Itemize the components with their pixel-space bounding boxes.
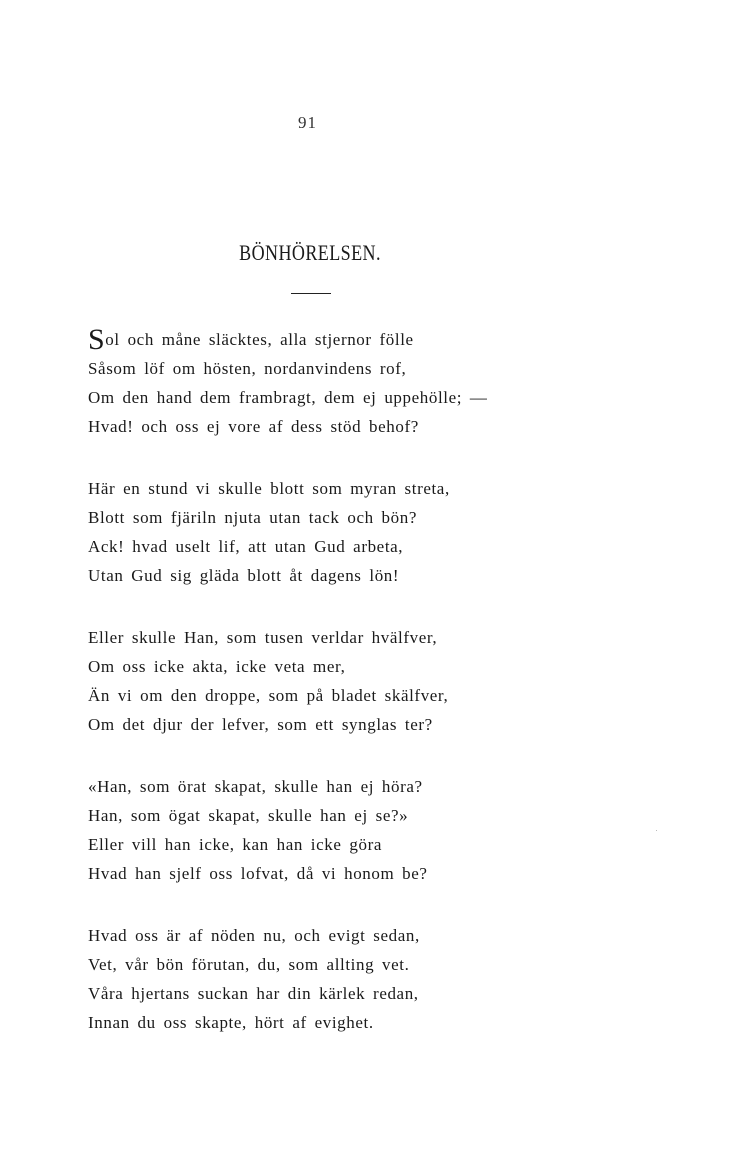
poem-line: Här en stund vi skulle blott som myran streta, (88, 479, 450, 498)
poem-line: Än vi om den droppe, som på bladet skälfver, (88, 686, 449, 705)
stanza-1 (88, 325, 648, 441)
poem-line: Hvad! och oss ej vore af dess stöd behof? (88, 417, 419, 436)
paper-speck (656, 830, 657, 831)
stanza-2 (88, 474, 648, 590)
poem-line: Om det djur der lefver, som ett synglas ter? (88, 715, 433, 734)
poem-line: Sol och måne släcktes, alla stjernor fölle (88, 323, 414, 356)
stanza-5 (88, 921, 648, 1037)
poem-line: Om den hand dem frambragt, dem ej uppehölle; — (88, 388, 488, 407)
poem-line: Vet, vår bön förutan, du, som allting vet. (88, 955, 410, 974)
poem-line: Såsom löf om hösten, nordanvindens rof, (88, 359, 407, 378)
drop-initial: S (88, 323, 106, 356)
poem-line: Om oss icke akta, icke veta mer, (88, 657, 346, 676)
poem-line: «Han, som örat skapat, skulle han ej höra? (88, 777, 423, 796)
poem-line: Våra hjertans suckan har din kärlek redan, (88, 984, 419, 1003)
stanza-4 (88, 772, 648, 888)
title-rule (291, 293, 331, 294)
poem-line: Blott som fjäriln njuta utan tack och bön? (88, 508, 417, 527)
poem-line: Hvad han sjelf oss lofvat, då vi honom be? (88, 864, 428, 883)
poem-line: Hvad oss är af nöden nu, och evigt sedan, (88, 926, 420, 945)
page-number: 91 (298, 113, 317, 132)
poem-line: Eller skulle Han, som tusen verldar hvälfver, (88, 628, 438, 647)
poem-title: BÖNHÖRELSEN. (239, 240, 381, 265)
stanza-3 (88, 623, 648, 739)
poem-body (88, 325, 648, 1070)
poem-line: Innan du oss skapte, hört af evighet. (88, 1013, 374, 1032)
poem-line: Ack! hvad uselt lif, att utan Gud arbeta, (88, 537, 404, 556)
poem-line: Utan Gud sig gläda blott åt dagens lön! (88, 566, 400, 585)
poem-line: Han, som ögat skapat, skulle han ej se?» (88, 806, 409, 825)
poem-line: Eller vill han icke, kan han icke göra (88, 835, 382, 854)
